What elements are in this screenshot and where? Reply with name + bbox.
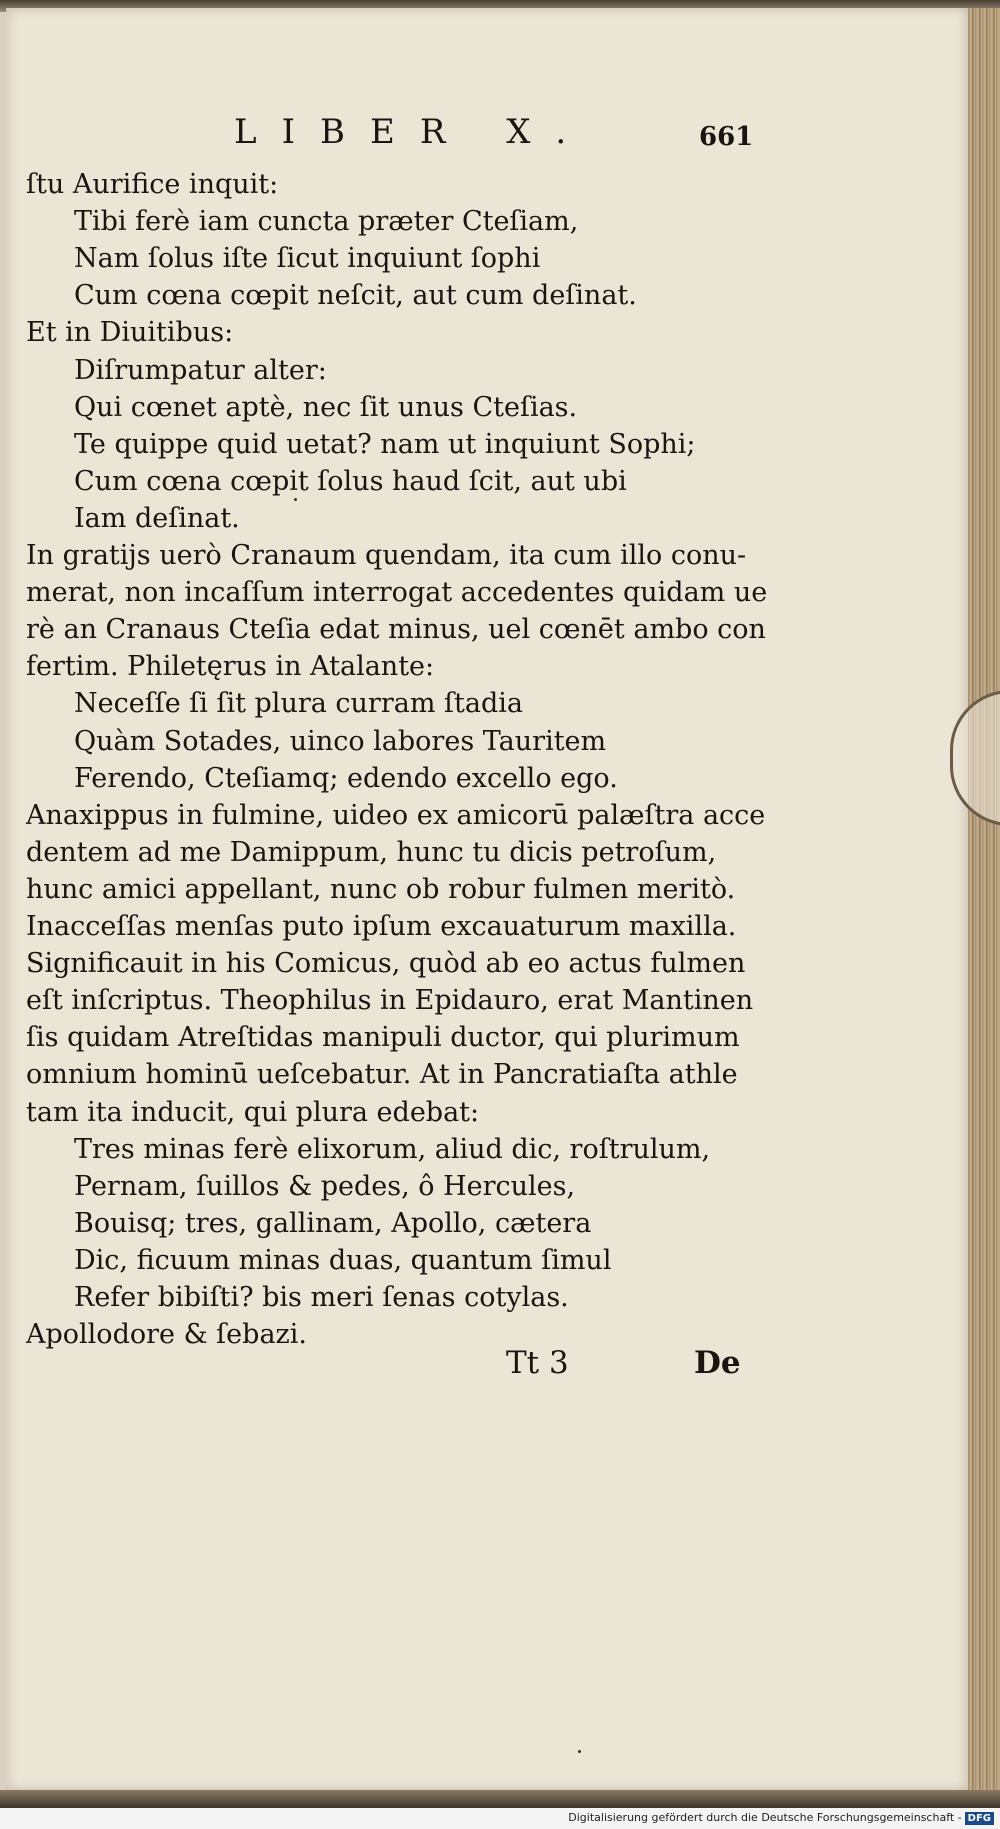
verse-line: Iam deſinat. [74,503,240,534]
verse-line: Qui cœnet aptè, nec ſit unus Cteſias. [74,392,578,423]
verse-line: Dic, ficuum minas duas, quantum ſimul [74,1245,612,1276]
verse-line: Refer bibiſti? bis meri ſenas cotylas. [74,1282,569,1313]
verse-line: Nam ſolus iſte ſicut inquiunt ſophi [74,243,541,274]
verse-line: Diſrumpatur alter: [74,355,327,386]
prose-line: Et in Diuitibus: [26,317,234,348]
prose-line: omnium hominū ueſcebatur. At in Pancratiaſta athle [26,1059,738,1090]
verse-line: Bouisq; tres, gallinam, Apollo, cætera [74,1208,592,1239]
verse-line: Quàm Sotades, uinco labores Tauritem [74,726,607,757]
page-number: 661 [699,122,754,152]
ink-speck [578,1750,581,1753]
prose-line: rè an Cranaus Cteſia edat minus, uel cœnēt ambo con [26,614,766,645]
verse-line: Te quippe quid uetat? nam ut inquiunt Sophi; [74,429,696,460]
bottom-shadow [0,1790,1000,1808]
prose-line: Inacceſſas menſas puto ipſum excauaturum maxilla. [26,911,737,942]
prose-line: In gratijs uerò Cranaum quendam, ita cum illo conu- [26,540,747,571]
prose-line: ſtu Aurifice inquit: [26,169,279,200]
credit-line [568,1811,994,1825]
credit-text: Digitalisierung gefördert durch die Deutsche Forschungsgemeinschaft - [568,1811,962,1824]
prose-line: Significauit in his Comicus, quòd ab eo actus fulmen [26,948,746,979]
prose-line: Anaxippus in fulmine, uideo ex amicorū palæſtra acce [26,800,766,831]
page-edges [968,8,1000,1790]
signature-mark: Tt 3 [506,1345,569,1381]
dfg-logo: DFG [965,1812,994,1825]
prose-line: fertim. Philetęrus in Atalante: [26,651,435,682]
running-head: LIBER X. [234,112,592,152]
verse-line: Cum cœna cœpit neſcit, aut cum deſinat. [74,280,637,311]
book-page [6,8,971,1790]
verse-line: Pernam, ſuillos & pedes, ô Hercules, [74,1171,576,1202]
verse-line: Neceſſe ſi ſit plura curram ſtadia [74,688,523,719]
prose-line: hunc amici appellant, nunc ob robur fulmen meritò. [26,874,736,905]
prose-line: eſt inſcriptus. Theophilus in Epidauro, erat Mantinen [26,985,754,1016]
prose-line: ſis quidam Atreſtidas manipuli ductor, qui plurimum [26,1022,740,1053]
verse-line: Cum cœna cœpit ſolus haud ſcit, aut ubi [74,466,627,497]
prose-line: Apollodore & ſebazi. [26,1319,307,1350]
verse-line: Tibi ferè iam cuncta præter Cteſiam, [74,206,579,237]
catchword: De [694,1345,741,1381]
verse-line: Ferendo, Cteſiamq; edendo excello ego. [74,763,618,794]
prose-line: merat, non incaſſum interrogat accedentes quidam ue [26,577,768,608]
credit-bar [0,1808,1000,1829]
ink-speck [294,498,297,501]
verse-line: Tres minas ferè elixorum, aliud dic, roſtrulum, [74,1134,711,1165]
prose-line: tam ita inducit, qui plura edebat: [26,1097,480,1128]
prose-line: dentem ad me Damippum, hunc tu dicis petroſum, [26,837,717,868]
